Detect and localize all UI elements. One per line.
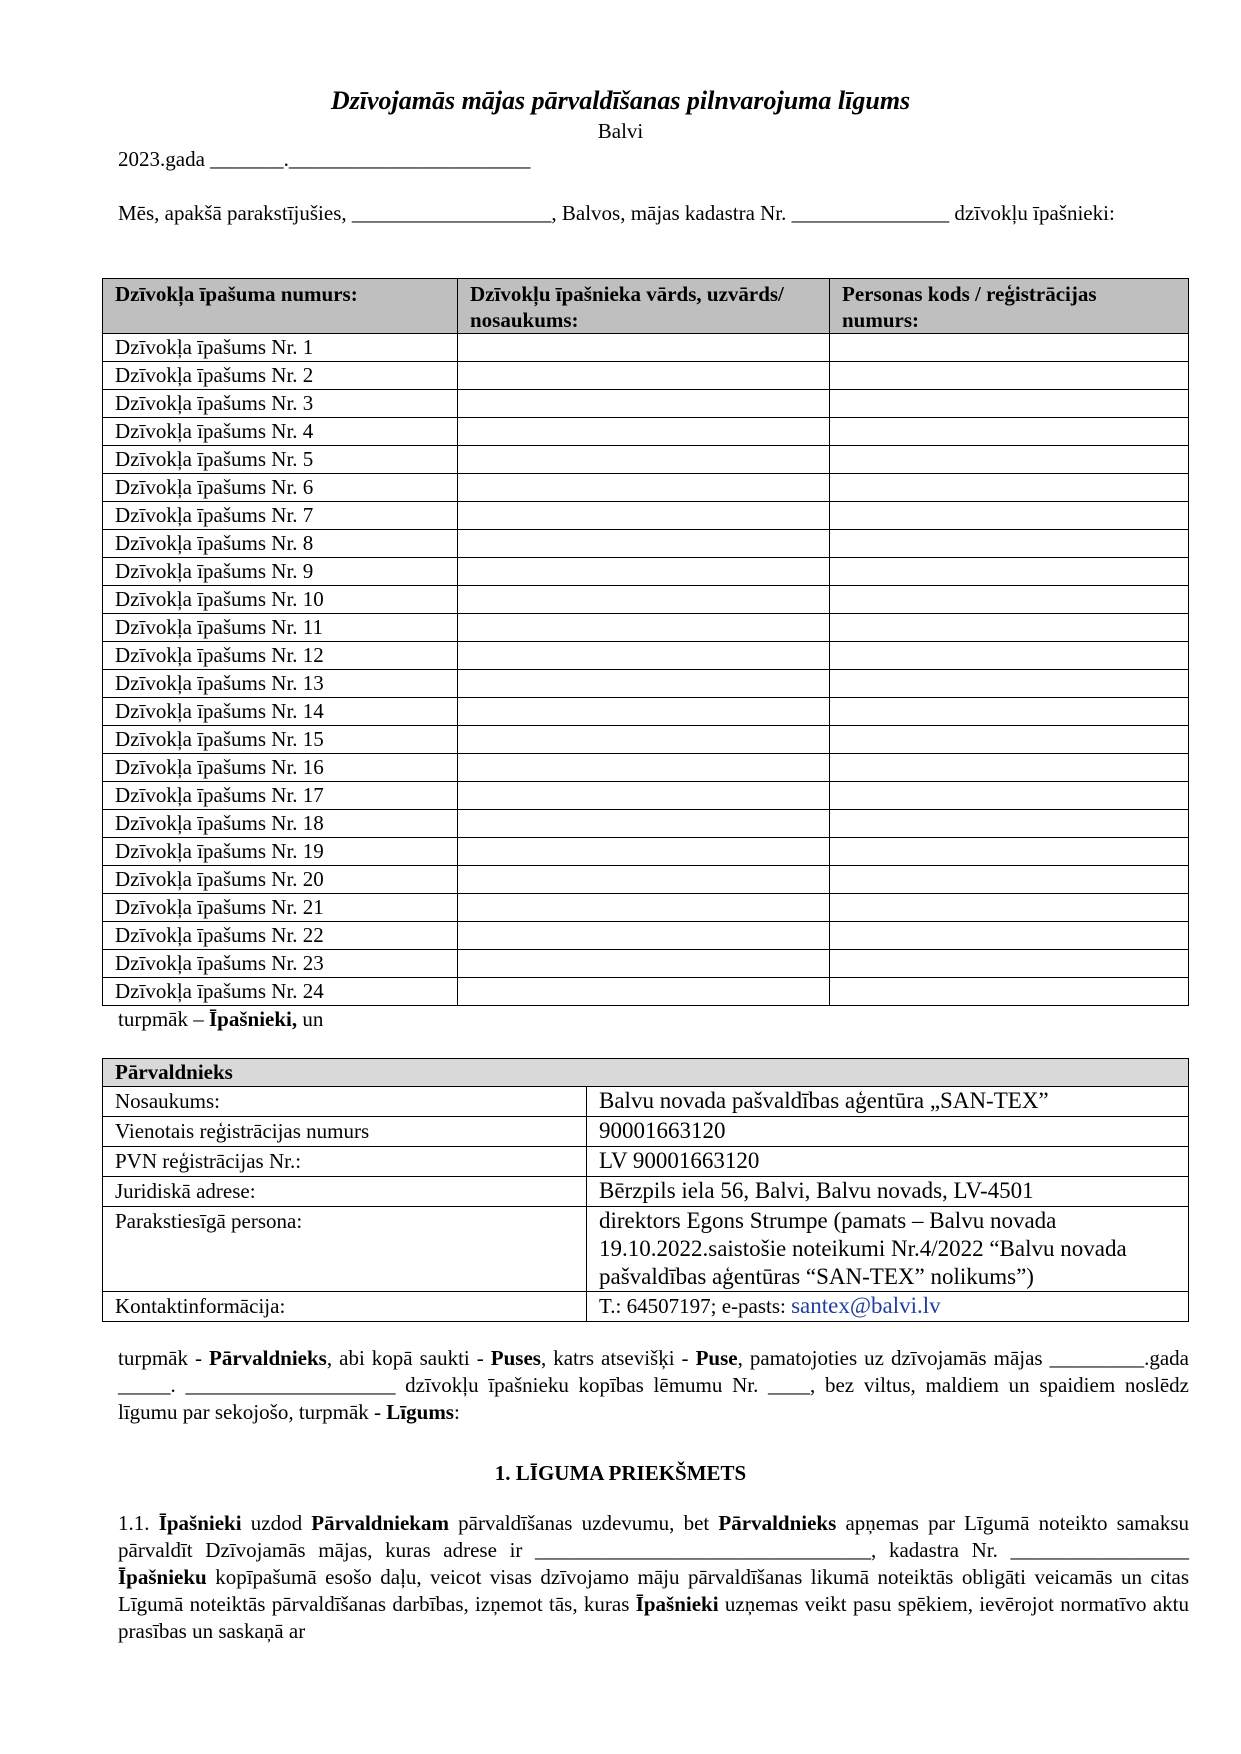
table-row	[103, 670, 1189, 698]
table-row	[103, 446, 1189, 474]
table-row	[103, 838, 1189, 866]
header-owner-name: Dzīvokļu īpašnieka vārds, uzvārds/ nosaukums:	[458, 279, 830, 334]
property-number-cell: Dzīvokļa īpašums Nr. 20	[103, 866, 458, 894]
table-row	[103, 1147, 1189, 1177]
personal-code-cell[interactable]	[830, 726, 1189, 754]
manager-value: LV 90001663120	[587, 1147, 1189, 1177]
property-number-cell: Dzīvokļa īpašums Nr. 11	[103, 614, 458, 642]
table-row	[103, 810, 1189, 838]
owner-name-cell[interactable]	[458, 334, 830, 362]
bold-term: Īpašnieki	[158, 1511, 242, 1535]
personal-code-cell[interactable]	[830, 558, 1189, 586]
table-row	[103, 1177, 1189, 1207]
personal-code-cell[interactable]	[830, 362, 1189, 390]
header-property-number: Dzīvokļa īpašuma numurs:	[103, 279, 458, 334]
personal-code-cell[interactable]	[830, 894, 1189, 922]
personal-code-cell[interactable]	[830, 530, 1189, 558]
manager-contact-value	[587, 1292, 1189, 1322]
table-row	[103, 698, 1189, 726]
personal-code-cell[interactable]	[830, 670, 1189, 698]
owner-name-cell[interactable]	[458, 362, 830, 390]
table-row	[103, 950, 1189, 978]
property-number-cell: Dzīvokļa īpašums Nr. 12	[103, 642, 458, 670]
personal-code-cell[interactable]	[830, 502, 1189, 530]
table-row	[103, 474, 1189, 502]
owner-name-cell[interactable]	[458, 894, 830, 922]
property-number-cell: Dzīvokļa īpašums Nr. 19	[103, 838, 458, 866]
manager-table-header: Pārvaldnieks	[103, 1059, 1189, 1087]
bold-term: Īpašnieki	[635, 1592, 719, 1616]
table-row	[103, 922, 1189, 950]
table-row	[103, 866, 1189, 894]
text-segment: apņemas par Līgumā noteikto samaksu pārvaldīt Dzīvojamās mājas, kuras adrese ir ________________________________, kadastra Nr. _________________	[118, 1511, 1190, 1562]
owner-name-cell[interactable]	[458, 670, 830, 698]
personal-code-cell[interactable]	[830, 754, 1189, 782]
text-segment: kopīpašumā esošo daļu, veicot visas dzīvojamo māju pārvaldīšanas likumā noteiktās obligāti veicamās un citas Līgumā noteiktās pārvaldīšanas darbības, izņemot tās, kuras	[118, 1565, 1189, 1616]
property-number-cell: Dzīvokļa īpašums Nr. 17	[103, 782, 458, 810]
table-row	[103, 1207, 1189, 1292]
table-row	[103, 558, 1189, 586]
owner-name-cell[interactable]	[458, 558, 830, 586]
personal-code-cell[interactable]	[830, 474, 1189, 502]
intro-paragraph: Mēs, apakšā parakstījušies, ___________________, Balvos, mājas kadastra Nr. _______________ dzīvokļu īpašnieki:	[118, 201, 1115, 225]
manager-value: 90001663120	[587, 1117, 1189, 1147]
owner-name-cell[interactable]	[458, 642, 830, 670]
table-row	[103, 894, 1189, 922]
text-segment: pārvaldīšanas uzdevumu, bet	[448, 1511, 719, 1535]
owner-name-cell[interactable]	[458, 866, 830, 894]
owner-name-cell[interactable]	[458, 978, 830, 1006]
manager-value: Bērzpils iela 56, Balvi, Balvu novads, LV-4501	[587, 1177, 1189, 1207]
table-row	[103, 782, 1189, 810]
property-number-cell: Dzīvokļa īpašums Nr. 21	[103, 894, 458, 922]
property-number-cell: Dzīvokļa īpašums Nr. 18	[103, 810, 458, 838]
table-row	[103, 334, 1189, 362]
personal-code-cell[interactable]	[830, 866, 1189, 894]
owner-name-cell[interactable]	[458, 586, 830, 614]
personal-code-cell[interactable]	[830, 586, 1189, 614]
personal-code-cell[interactable]	[830, 614, 1189, 642]
phone-text: T.: 64507197; e-pasts:	[599, 1294, 792, 1318]
table-row	[103, 754, 1189, 782]
manager-value: direktors Egons Strumpe (pamats – Balvu novada 19.10.2022.saistošie noteikumi Nr.4/2022 “Balvu novada pašvaldības aģentūras “SAN-TEX” nolikums”)	[587, 1207, 1189, 1292]
bold-term: Īpašnieki,	[208, 1007, 298, 1031]
text-segment: uzdod	[241, 1511, 312, 1535]
personal-code-cell[interactable]	[830, 950, 1189, 978]
bold-term: Pārvaldnieks	[718, 1511, 837, 1535]
manager-value: Balvu novada pašvaldības aģentūra „SAN-TEX”	[587, 1087, 1189, 1117]
table-row	[103, 586, 1189, 614]
text-segment: , pamatojoties uz dzīvojamās mājas _________.gada _____. ____________________ dzīvokļu īpašnieku kopības lēmumu Nr. ____, bez viltus, maldiem un spaidiem noslēdz līgumu par sekojošo, turpmāk -	[118, 1346, 1189, 1424]
owner-name-cell[interactable]	[458, 446, 830, 474]
email-link[interactable]: santex@balvi.lv	[791, 1293, 941, 1318]
personal-code-cell[interactable]	[830, 642, 1189, 670]
property-number-cell: Dzīvokļa īpašums Nr. 3	[103, 390, 458, 418]
property-number-cell: Dzīvokļa īpašums Nr. 6	[103, 474, 458, 502]
bold-term: Līgums	[386, 1400, 454, 1424]
personal-code-cell[interactable]	[830, 978, 1189, 1006]
property-number-cell: Dzīvokļa īpašums Nr. 2	[103, 362, 458, 390]
owner-name-cell[interactable]	[458, 810, 830, 838]
property-number-cell: Dzīvokļa īpašums Nr. 16	[103, 754, 458, 782]
property-number-cell: Dzīvokļa īpašums Nr. 9	[103, 558, 458, 586]
property-number-cell: Dzīvokļa īpašums Nr. 1	[103, 334, 458, 362]
personal-code-cell[interactable]	[830, 390, 1189, 418]
property-number-cell: Dzīvokļa īpašums Nr. 8	[103, 530, 458, 558]
owners-defined-term	[118, 1006, 323, 1032]
property-number-cell: Dzīvokļa īpašums Nr. 24	[103, 978, 458, 1006]
owner-name-cell[interactable]	[458, 754, 830, 782]
bold-term: Puse	[695, 1346, 738, 1370]
text-segment: , katrs atsevišķi -	[540, 1346, 696, 1370]
owners-table-header	[103, 279, 1189, 334]
text-segment: turpmāk -	[118, 1346, 209, 1370]
owners-table	[102, 278, 1189, 1006]
owner-name-cell[interactable]	[458, 726, 830, 754]
bold-term: Pārvaldnieks	[209, 1346, 327, 1370]
personal-code-cell[interactable]	[830, 810, 1189, 838]
table-row	[103, 1292, 1189, 1322]
owner-name-cell[interactable]	[458, 950, 830, 978]
text-segment: :	[453, 1400, 460, 1424]
header-personal-code: Personas kods / reģistrācijas numurs:	[830, 279, 1189, 334]
property-number-cell: Dzīvokļa īpašums Nr. 15	[103, 726, 458, 754]
property-number-cell: Dzīvokļa īpašums Nr. 4	[103, 418, 458, 446]
owner-name-cell[interactable]	[458, 782, 830, 810]
section-title: 1. LĪGUMA PRIEKŠMETS	[494, 1461, 747, 1485]
table-row	[103, 418, 1189, 446]
personal-code-cell[interactable]	[830, 334, 1189, 362]
property-number-cell: Dzīvokļa īpašums Nr. 23	[103, 950, 458, 978]
property-number-cell: Dzīvokļa īpašums Nr. 13	[103, 670, 458, 698]
table-row	[103, 642, 1189, 670]
bold-term: Īpašnieku	[118, 1565, 207, 1589]
manager-table	[102, 1058, 1189, 1322]
table-row	[103, 530, 1189, 558]
table-row	[103, 390, 1189, 418]
personal-code-cell[interactable]	[830, 782, 1189, 810]
text-segment: 1.1.	[118, 1511, 159, 1535]
table-row	[103, 502, 1189, 530]
table-row	[103, 1117, 1189, 1147]
property-number-cell: Dzīvokļa īpašums Nr. 14	[103, 698, 458, 726]
date-line: 2023.gada _______._______________________	[118, 147, 531, 171]
property-number-cell: Dzīvokļa īpašums Nr. 22	[103, 922, 458, 950]
manager-label: Parakstiesīgā persona:	[103, 1207, 587, 1292]
property-number-cell: Dzīvokļa īpašums Nr. 5	[103, 446, 458, 474]
owner-name-cell[interactable]	[458, 502, 830, 530]
personal-code-cell[interactable]	[830, 838, 1189, 866]
manager-label: Kontaktinformācija:	[103, 1292, 587, 1322]
manager-label: Vienotais reģistrācijas numurs	[103, 1117, 587, 1147]
clause-1-1	[118, 1510, 1189, 1645]
owner-name-cell[interactable]	[458, 698, 830, 726]
table-row	[103, 614, 1189, 642]
personal-code-cell[interactable]	[830, 418, 1189, 446]
owner-name-cell[interactable]	[458, 838, 830, 866]
personal-code-cell[interactable]	[830, 698, 1189, 726]
owner-name-cell[interactable]	[458, 614, 830, 642]
property-number-cell: Dzīvokļa īpašums Nr. 7	[103, 502, 458, 530]
parties-paragraph	[118, 1345, 1189, 1426]
manager-label: Juridiskā adrese:	[103, 1177, 587, 1207]
manager-label: Nosaukums:	[103, 1087, 587, 1117]
personal-code-cell[interactable]	[830, 446, 1189, 474]
table-row	[103, 978, 1189, 1006]
city-name: Balvi	[597, 119, 644, 143]
text-segment: uzņemas veikt pasu spēkiem, ievērojot normatīvo aktu prasības un saskaņā ar	[118, 1592, 1190, 1643]
owner-name-cell[interactable]	[458, 418, 830, 446]
text-segment: , abi kopā saukti -	[326, 1346, 491, 1370]
bold-term: Pārvaldniekam	[311, 1511, 449, 1535]
manager-label: PVN reģistrācijas Nr.:	[103, 1147, 587, 1177]
text-segment: un	[297, 1007, 324, 1031]
bold-term: Puses	[490, 1346, 541, 1370]
table-row	[103, 726, 1189, 754]
owner-name-cell[interactable]	[458, 530, 830, 558]
table-row	[103, 1087, 1189, 1117]
owner-name-cell[interactable]	[458, 922, 830, 950]
owner-name-cell[interactable]	[458, 474, 830, 502]
document-title: Dzīvojamās mājas pārvaldīšanas pilnvarojuma līgums	[330, 86, 911, 115]
property-number-cell: Dzīvokļa īpašums Nr. 10	[103, 586, 458, 614]
personal-code-cell[interactable]	[830, 922, 1189, 950]
table-row	[103, 362, 1189, 390]
text-segment: turpmāk –	[118, 1007, 209, 1031]
owner-name-cell[interactable]	[458, 390, 830, 418]
